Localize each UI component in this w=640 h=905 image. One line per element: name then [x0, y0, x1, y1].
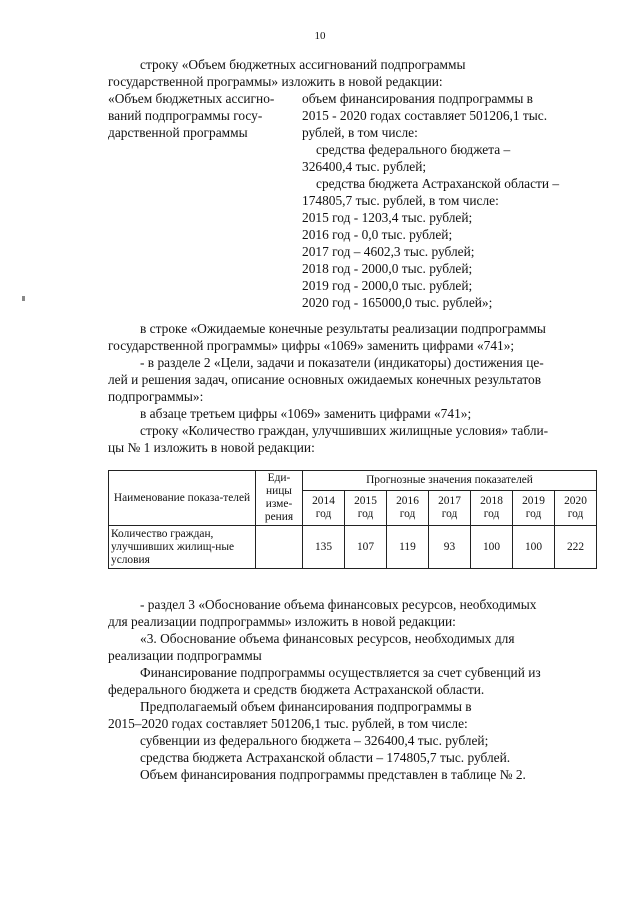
budget-value-line: 2018 год - 2000,0 тыс. рублей;	[302, 261, 473, 276]
paragraph-line: - в разделе 2 «Цели, задачи и показатели (индикаторы) достижения це-	[140, 355, 544, 370]
budget-value-line: объем финансирования подпрограммы в	[302, 91, 534, 106]
budget-label-column	[108, 90, 294, 141]
name-header-cell: Наименование показа-телей	[109, 471, 256, 526]
budget-value-line: средства бюджета Астраханской области –	[316, 176, 560, 191]
table-row	[109, 526, 597, 569]
page-number: 10	[314, 30, 326, 42]
paragraph-line: строку «Количество граждан, улучшивших жилищные условия» табли-	[140, 423, 549, 438]
budget-label-line-2: ваний подпрограммы госу-	[108, 108, 263, 123]
paragraph-line: государственной программы» цифры «1069» заменить цифрами «741»;	[108, 338, 515, 353]
paragraph-line: Объем финансирования подпрограммы представлен в таблице № 2.	[140, 767, 526, 782]
budget-label-line-1: «Объем бюджетных ассигно-	[108, 91, 275, 106]
paragraph-line: для реализации подпрограммы» изложить в новой редакции:	[108, 614, 456, 629]
intro-line-2: государственной программы» изложить в новой редакции:	[108, 74, 443, 89]
scan-artifact	[22, 296, 25, 301]
value-cell: 135	[303, 526, 345, 569]
year-header-cell: 2019 год	[513, 490, 555, 525]
paragraph-line: средства бюджета Астраханской области – 174805,7 тыс. рублей.	[140, 750, 511, 765]
paragraph-line: цы № 1 изложить в новой редакции:	[108, 440, 315, 455]
value-cell: 222	[555, 526, 597, 569]
unit-header-cell: Еди-ницы изме-рения	[256, 471, 303, 526]
value-cell: 100	[513, 526, 555, 569]
paragraph-line: подпрограммы»:	[108, 389, 204, 404]
year-header-cell: 2020 год	[555, 490, 597, 525]
budget-value-line: 2019 год - 2000,0 тыс. рублей;	[302, 278, 473, 293]
year-header-cell: 2014 год	[303, 490, 345, 525]
budget-value-line: 2017 год – 4602,3 тыс. рублей;	[302, 244, 475, 259]
year-header-cell: 2015 год	[345, 490, 387, 525]
paragraph-line: - раздел 3 «Обоснование объема финансовых ресурсов, необходимых	[140, 597, 537, 612]
budget-value-line: 2015 год - 1203,4 тыс. рублей;	[302, 210, 473, 225]
year-header-cell: 2016 год	[387, 490, 429, 525]
budget-value-line: рублей, в том числе:	[302, 125, 418, 140]
value-cell: 119	[387, 526, 429, 569]
budget-value-line: 2015 - 2020 годах составляет 501206,1 тыс.	[302, 108, 548, 123]
budget-value-line: 326400,4 тыс. рублей;	[302, 159, 427, 174]
value-cell: 100	[471, 526, 513, 569]
paragraph-line: субвенции из федерального бюджета – 326400,4 тыс. рублей;	[140, 733, 489, 748]
paragraph-line: федерального бюджета и средств бюджета Астраханской области.	[108, 682, 485, 697]
budget-value-line: средства федерального бюджета –	[316, 142, 511, 157]
year-header-cell: 2018 год	[471, 490, 513, 525]
paragraph-line: реализации подпрограммы	[108, 648, 262, 663]
paragraph-line: 2015–2020 годах составляет 501206,1 тыс. рублей, в том числе:	[108, 716, 468, 731]
year-header-cell: 2017 год	[429, 490, 471, 525]
paragraph-line: лей и решения задач, описание основных ожидаемых конечных результатов	[108, 372, 542, 387]
row-name-cell: Количество граждан, улучшивших жилищ-ные условия	[109, 526, 256, 569]
intro-line-1: строку «Объем бюджетных ассигнований подпрограммы	[140, 57, 466, 72]
budget-label-line-3: дарственной программы	[108, 125, 248, 140]
paragraph-line: Предполагаемый объем финансирования подпрограммы в	[140, 699, 472, 714]
budget-value-line: 174805,7 тыс. рублей, в том числе:	[302, 193, 499, 208]
paragraph-line: Финансирование подпрограммы осуществляется за счет субвенций из	[140, 665, 541, 680]
budget-value-column	[302, 90, 603, 311]
indicators-table	[108, 470, 597, 569]
paragraph-line: в абзаце третьем цифры «1069» заменить цифрами «741»;	[140, 406, 472, 421]
paragraph-line: «3. Обоснование объема финансовых ресурсов, необходимых для	[140, 631, 515, 646]
value-cell: 93	[429, 526, 471, 569]
budget-value-line: 2016 год - 0,0 тыс. рублей;	[302, 227, 453, 242]
row-unit-cell	[256, 526, 303, 569]
budget-value-line: 2020 год - 165000,0 тыс. рублей»;	[302, 295, 493, 310]
value-cell: 107	[345, 526, 387, 569]
paragraph-line: в строке «Ожидаемые конечные результаты реализации подпрограммы	[140, 321, 546, 336]
forecast-header-cell: Прогнозные значения показателей	[303, 471, 597, 491]
